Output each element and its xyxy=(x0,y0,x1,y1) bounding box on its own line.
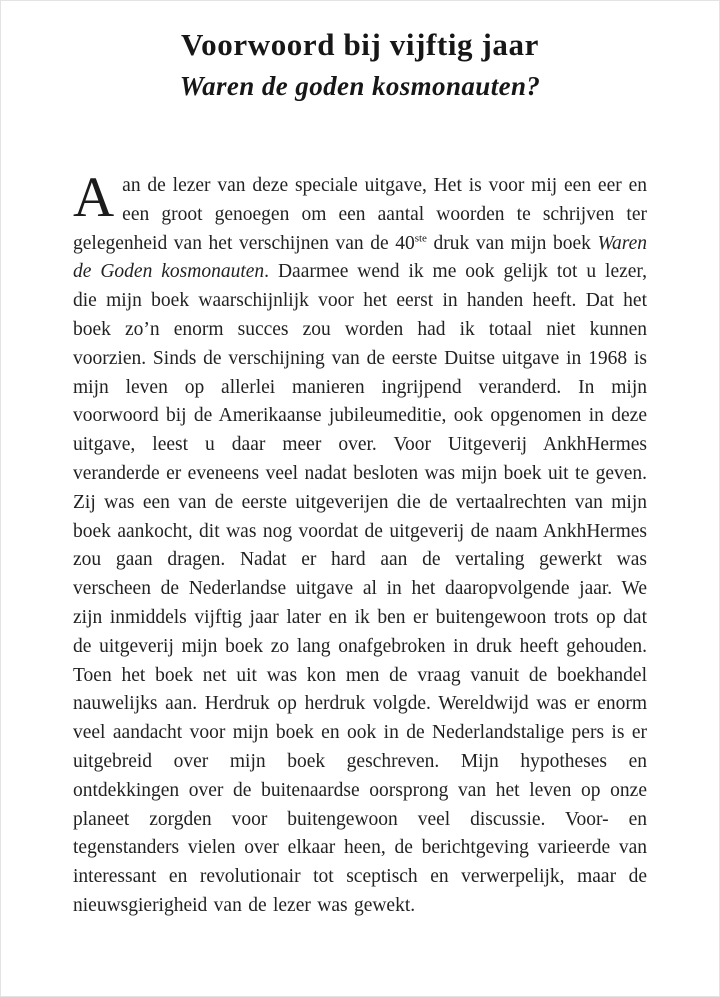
body-paragraph xyxy=(73,166,648,921)
body-segment-3: . Daarmee wend ik me ook gelijk tot u lezer, die mijn boek waarschijnlijk voor het eerst in handen heeft. Dat het boek zo’n enorm succes zou worden had ik totaal niet kunnen voorzien. Sinds de verschijning van de eerste Duitse uitgave in 1968 is mijn leven op allerlei manieren ingrijpend veranderd. In mijn voorwoord bij de Amerikaanse jubileumeditie, ook opgenomen in deze uitgave, leest u daar meer over. Voor Uitgeverij AnkhHermes veranderde er eveneens veel nadat besloten was mijn boek uit te geven. Zij was een van de eerste uitgeverijen die de vertaalrechten van mijn boek aankocht, dit was nog voordat de uitgeverij de naam AnkhHermes zou gaan dragen. Nadat er hard aan de vertaling gewerkt was verscheen de Nederlandse uitgave al in het daaropvolgende jaar. We zijn inmiddels vijftig jaar later en ik ben er buitengewoon trots op dat de uitgeverij mijn boek zo lang onafgebroken in druk heeft gehouden. Toen het boek net uit was kon men de vraag vanuit de boekhandel nauwelijks aan. Herdruk op herdruk volgde. Wereldwijd was er enorm veel aandacht voor mijn boek en ook in de Nederlandstalige pers is er uitgebreid over mijn boek geschreven. Mijn hypotheses en ontdekkingen over de buitenaardse oorsprong van het leven op onze planeet zorgden voor buitengewoon veel discussie. Voor- en tegenstanders vielen over elkaar heen, de berichtgeving varieerde van interessant en revolutionair tot sceptisch en verwerpelijk, maar de nieuwsgierigheid van de lezer was gewekt. xyxy=(73,261,648,916)
body-segment-1: an de lezer van deze speciale uitgave, Het is voor mij een eer en een groot genoegen om een aantal woorden te schrijven ter gelegenheid van het verschijnen van de 40 xyxy=(73,175,647,254)
book-title-italic: Waren de Goden kosmonauten xyxy=(73,232,647,283)
drop-cap: A xyxy=(73,166,115,229)
ordinal-superscript: ste xyxy=(414,232,427,245)
page-subtitle: Waren de goden kosmonauten? xyxy=(179,71,541,101)
body-segment-2: druk van mijn boek xyxy=(426,232,598,254)
page-title: Voorwoord bij vijftig jaar xyxy=(181,27,539,62)
